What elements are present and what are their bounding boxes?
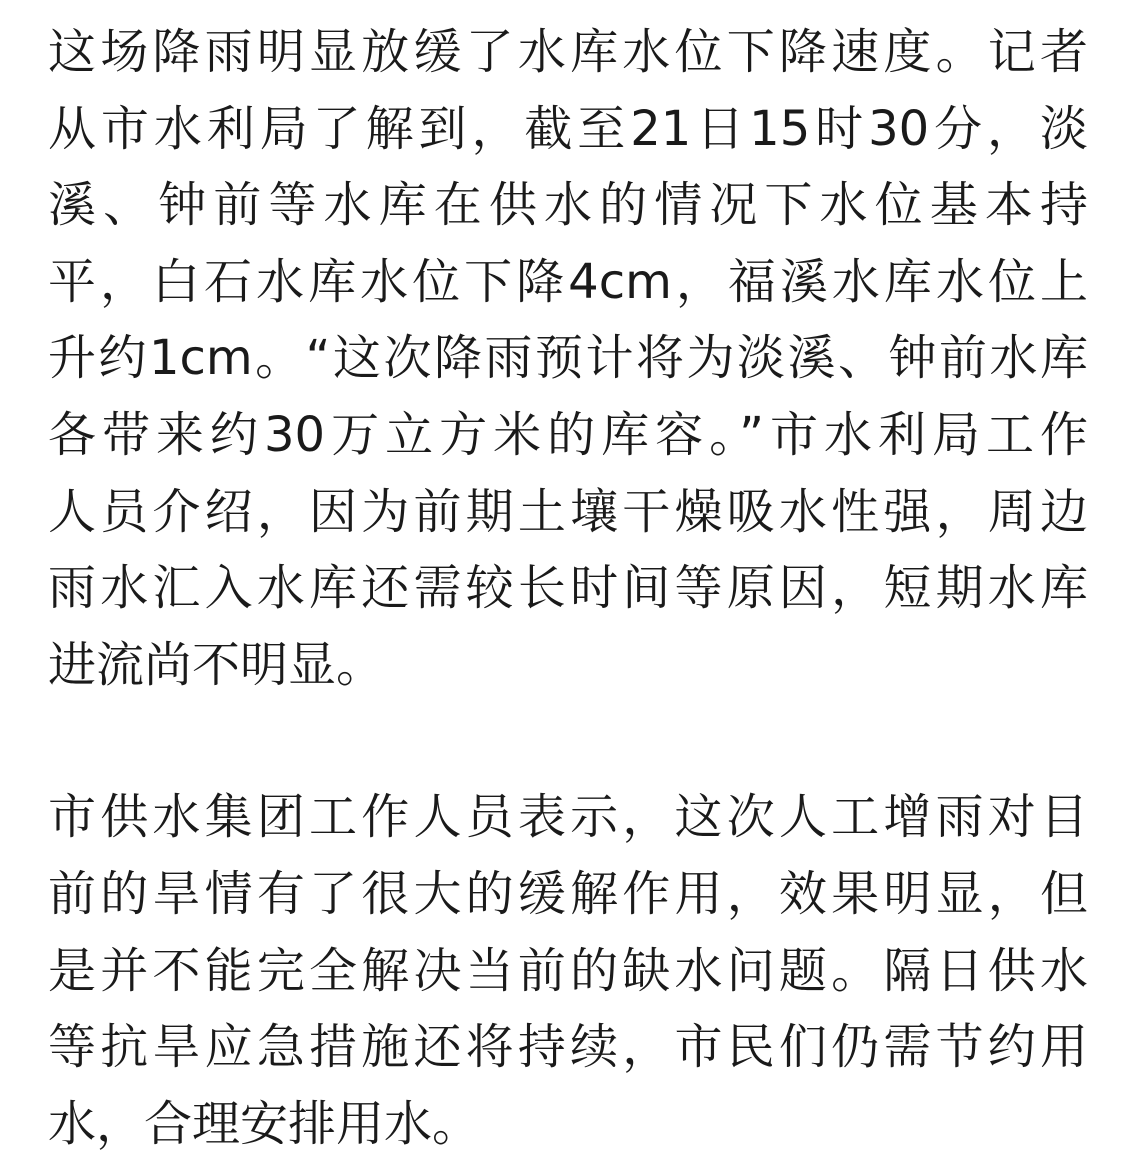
article-body (48, 14, 1088, 1162)
text-line: 溪、钟前等水库在供水的情况下水位基本持 (48, 177, 1088, 234)
text-line: 进流尚不明显。 (48, 636, 385, 693)
text-line: 人员介绍，因为前期土壤干燥吸水性强，周边 (48, 483, 1088, 540)
text-line: 各带来约30万立方米的库容。”市水利局工作 (48, 406, 1088, 463)
paragraph-water-supply (48, 779, 1088, 1162)
text-line: 前的旱情有了很大的缓解作用，效果明显，但 (48, 865, 1088, 922)
text-line: 市供水集团工作人员表示，这次人工增雨对目 (48, 789, 1088, 846)
text-line: 雨水汇入水库还需较长时间等原因，短期水库 (48, 560, 1088, 617)
text-line: 平，白石水库水位下降4cm，福溪水库水位上 (48, 253, 1088, 310)
text-line: 升约1cm。“这次降雨预计将为淡溪、钟前水库 (48, 330, 1088, 387)
paragraph-reservoir-levels (48, 14, 1088, 703)
text-line: 这场降雨明显放缓了水库水位下降速度。记者 (48, 24, 1088, 80)
text-line: 从市水利局了解到，截至21日15时30分，淡 (48, 100, 1088, 157)
text-line: 等抗旱应急措施还将持续，市民们仍需节约用 (48, 1019, 1088, 1076)
paragraph-spacer (48, 703, 1088, 779)
text-line: 是并不能完全解决当前的缺水问题。隔日供水 (48, 942, 1088, 999)
text-line: 水，合理安排用水。 (48, 1095, 481, 1152)
